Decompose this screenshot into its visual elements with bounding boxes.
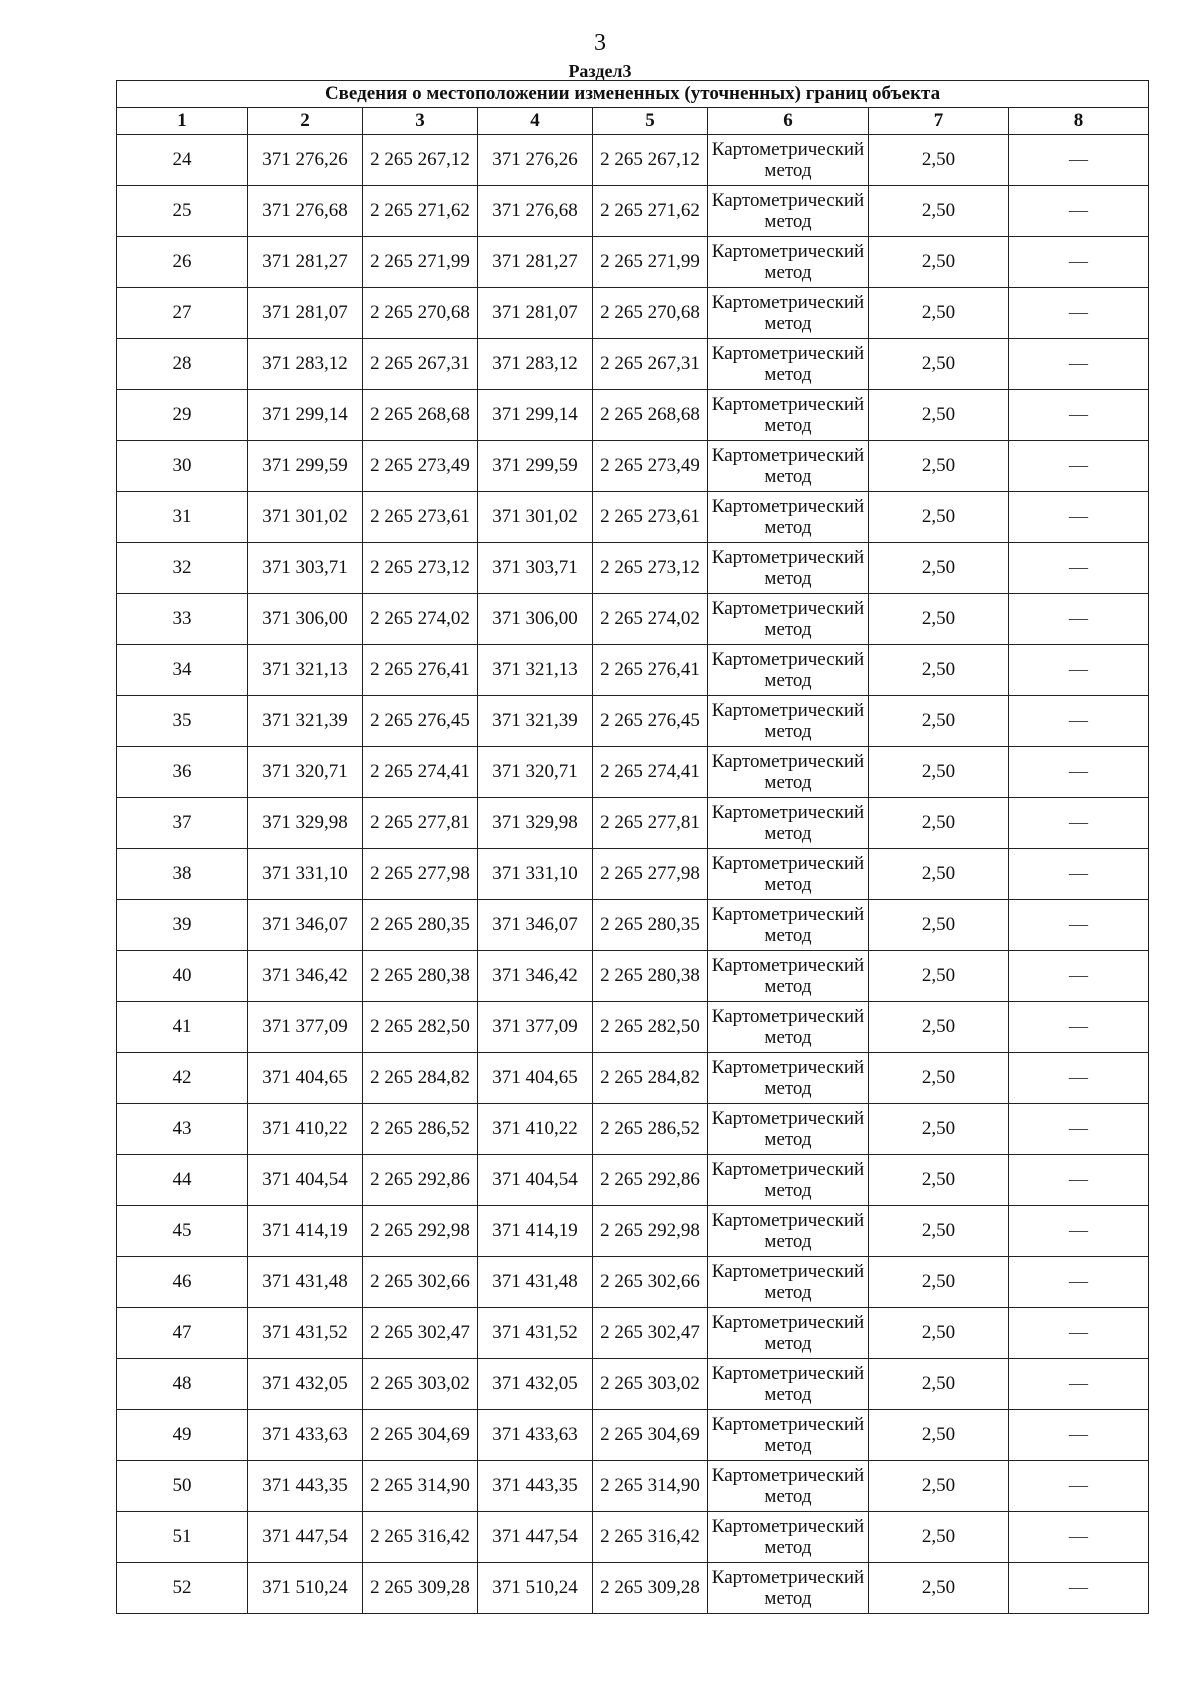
refined-x-cell: 371 276,68 [478, 186, 593, 237]
refined-y-cell: 2 265 268,68 [593, 390, 708, 441]
table-row [117, 441, 1149, 492]
point-number-cell: 51 [117, 1512, 248, 1563]
existing-x-cell: 371 433,63 [248, 1410, 363, 1461]
refined-x-cell: 371 320,71 [478, 747, 593, 798]
table-caption-row [117, 81, 1149, 108]
existing-x-cell: 371 346,42 [248, 951, 363, 1002]
note-cell: — [1009, 798, 1149, 849]
refined-y-cell: 2 265 284,82 [593, 1053, 708, 1104]
method-cell: Картометрический метод [708, 1155, 869, 1206]
existing-y-cell: 2 265 274,02 [363, 594, 478, 645]
column-number: 8 [1009, 108, 1149, 135]
refined-x-cell: 371 276,26 [478, 135, 593, 186]
table-row [117, 645, 1149, 696]
existing-y-cell: 2 265 276,41 [363, 645, 478, 696]
table-row [117, 237, 1149, 288]
table-row [117, 747, 1149, 798]
point-number-cell: 30 [117, 441, 248, 492]
refined-y-cell: 2 265 282,50 [593, 1002, 708, 1053]
table-row [117, 594, 1149, 645]
table-row [117, 849, 1149, 900]
column-number-row [117, 108, 1149, 135]
existing-y-cell: 2 265 273,12 [363, 543, 478, 594]
existing-x-cell: 371 306,00 [248, 594, 363, 645]
method-cell: Картометрический метод [708, 1257, 869, 1308]
note-cell: — [1009, 543, 1149, 594]
table-row [117, 1206, 1149, 1257]
refined-x-cell: 371 404,54 [478, 1155, 593, 1206]
existing-y-cell: 2 265 292,98 [363, 1206, 478, 1257]
refined-y-cell: 2 265 292,86 [593, 1155, 708, 1206]
point-number-cell: 47 [117, 1308, 248, 1359]
method-cell: Картометрический метод [708, 339, 869, 390]
accuracy-cell: 2,50 [869, 1053, 1009, 1104]
refined-x-cell: 371 321,39 [478, 696, 593, 747]
accuracy-cell: 2,50 [869, 1563, 1009, 1614]
point-number-cell: 41 [117, 1002, 248, 1053]
existing-x-cell: 371 299,14 [248, 390, 363, 441]
accuracy-cell: 2,50 [869, 390, 1009, 441]
method-cell: Картометрический метод [708, 1563, 869, 1614]
page-number: 3 [594, 30, 606, 56]
accuracy-cell: 2,50 [869, 951, 1009, 1002]
refined-y-cell: 2 265 302,66 [593, 1257, 708, 1308]
point-number-cell: 46 [117, 1257, 248, 1308]
note-cell: — [1009, 1359, 1149, 1410]
method-cell: Картометрический метод [708, 849, 869, 900]
refined-x-cell: 371 410,22 [478, 1104, 593, 1155]
accuracy-cell: 2,50 [869, 1461, 1009, 1512]
table-row [117, 1563, 1149, 1614]
point-number-cell: 29 [117, 390, 248, 441]
column-number: 6 [708, 108, 869, 135]
refined-x-cell: 371 321,13 [478, 645, 593, 696]
point-number-cell: 26 [117, 237, 248, 288]
column-number: 4 [478, 108, 593, 135]
point-number-cell: 32 [117, 543, 248, 594]
refined-x-cell: 371 303,71 [478, 543, 593, 594]
point-number-cell: 31 [117, 492, 248, 543]
refined-x-cell: 371 510,24 [478, 1563, 593, 1614]
accuracy-cell: 2,50 [869, 288, 1009, 339]
existing-x-cell: 371 276,26 [248, 135, 363, 186]
accuracy-cell: 2,50 [869, 237, 1009, 288]
accuracy-cell: 2,50 [869, 1308, 1009, 1359]
method-cell: Картометрический метод [708, 1359, 869, 1410]
refined-y-cell: 2 265 309,28 [593, 1563, 708, 1614]
method-cell: Картометрический метод [708, 900, 869, 951]
note-cell: — [1009, 1461, 1149, 1512]
note-cell: — [1009, 1308, 1149, 1359]
refined-x-cell: 371 431,52 [478, 1308, 593, 1359]
note-cell: — [1009, 594, 1149, 645]
section-title: Раздел3 [568, 61, 632, 81]
existing-y-cell: 2 265 284,82 [363, 1053, 478, 1104]
method-cell: Картометрический метод [708, 492, 869, 543]
accuracy-cell: 2,50 [869, 594, 1009, 645]
note-cell: — [1009, 696, 1149, 747]
refined-x-cell: 371 443,35 [478, 1461, 593, 1512]
note-cell: — [1009, 747, 1149, 798]
column-number: 5 [593, 108, 708, 135]
refined-y-cell: 2 265 271,99 [593, 237, 708, 288]
accuracy-cell: 2,50 [869, 1410, 1009, 1461]
existing-x-cell: 371 329,98 [248, 798, 363, 849]
existing-y-cell: 2 265 274,41 [363, 747, 478, 798]
accuracy-cell: 2,50 [869, 849, 1009, 900]
table-row [117, 135, 1149, 186]
existing-y-cell: 2 265 270,68 [363, 288, 478, 339]
note-cell: — [1009, 900, 1149, 951]
existing-y-cell: 2 265 302,66 [363, 1257, 478, 1308]
point-number-cell: 48 [117, 1359, 248, 1410]
refined-x-cell: 371 414,19 [478, 1206, 593, 1257]
existing-y-cell: 2 265 276,45 [363, 696, 478, 747]
note-cell: — [1009, 1155, 1149, 1206]
method-cell: Картометрический метод [708, 798, 869, 849]
refined-y-cell: 2 265 286,52 [593, 1104, 708, 1155]
refined-y-cell: 2 265 271,62 [593, 186, 708, 237]
refined-x-cell: 371 306,00 [478, 594, 593, 645]
boundary-coordinates-table [116, 80, 1149, 1614]
accuracy-cell: 2,50 [869, 1257, 1009, 1308]
column-number: 1 [117, 108, 248, 135]
existing-x-cell: 371 299,59 [248, 441, 363, 492]
method-cell: Картометрический метод [708, 645, 869, 696]
method-cell: Картометрический метод [708, 237, 869, 288]
note-cell: — [1009, 1206, 1149, 1257]
method-cell: Картометрический метод [708, 951, 869, 1002]
refined-y-cell: 2 265 302,47 [593, 1308, 708, 1359]
method-cell: Картометрический метод [708, 1461, 869, 1512]
existing-y-cell: 2 265 304,69 [363, 1410, 478, 1461]
table-row [117, 288, 1149, 339]
accuracy-cell: 2,50 [869, 1104, 1009, 1155]
accuracy-cell: 2,50 [869, 1359, 1009, 1410]
note-cell: — [1009, 288, 1149, 339]
accuracy-cell: 2,50 [869, 1206, 1009, 1257]
refined-x-cell: 371 299,14 [478, 390, 593, 441]
existing-y-cell: 2 265 302,47 [363, 1308, 478, 1359]
point-number-cell: 42 [117, 1053, 248, 1104]
table-row [117, 900, 1149, 951]
accuracy-cell: 2,50 [869, 900, 1009, 951]
column-number: 3 [363, 108, 478, 135]
existing-y-cell: 2 265 286,52 [363, 1104, 478, 1155]
existing-x-cell: 371 321,13 [248, 645, 363, 696]
note-cell: — [1009, 1002, 1149, 1053]
accuracy-cell: 2,50 [869, 492, 1009, 543]
existing-y-cell: 2 265 273,61 [363, 492, 478, 543]
accuracy-cell: 2,50 [869, 135, 1009, 186]
refined-y-cell: 2 265 280,38 [593, 951, 708, 1002]
existing-x-cell: 371 281,27 [248, 237, 363, 288]
refined-y-cell: 2 265 316,42 [593, 1512, 708, 1563]
note-cell: — [1009, 849, 1149, 900]
existing-y-cell: 2 265 303,02 [363, 1359, 478, 1410]
existing-x-cell: 371 301,02 [248, 492, 363, 543]
table-row [117, 186, 1149, 237]
existing-x-cell: 371 283,12 [248, 339, 363, 390]
refined-y-cell: 2 265 276,41 [593, 645, 708, 696]
note-cell: — [1009, 135, 1149, 186]
table-row [117, 1512, 1149, 1563]
note-cell: — [1009, 1104, 1149, 1155]
method-cell: Картометрический метод [708, 186, 869, 237]
existing-y-cell: 2 265 277,81 [363, 798, 478, 849]
existing-x-cell: 371 414,19 [248, 1206, 363, 1257]
existing-x-cell: 371 510,24 [248, 1563, 363, 1614]
method-cell: Картометрический метод [708, 1512, 869, 1563]
refined-x-cell: 371 281,27 [478, 237, 593, 288]
table-row [117, 1359, 1149, 1410]
method-cell: Картометрический метод [708, 135, 869, 186]
table-row [117, 696, 1149, 747]
table-row [117, 1053, 1149, 1104]
refined-x-cell: 371 283,12 [478, 339, 593, 390]
refined-y-cell: 2 265 304,69 [593, 1410, 708, 1461]
existing-x-cell: 371 377,09 [248, 1002, 363, 1053]
note-cell: — [1009, 237, 1149, 288]
note-cell: — [1009, 951, 1149, 1002]
note-cell: — [1009, 441, 1149, 492]
refined-x-cell: 371 301,02 [478, 492, 593, 543]
point-number-cell: 43 [117, 1104, 248, 1155]
note-cell: — [1009, 390, 1149, 441]
existing-y-cell: 2 265 316,42 [363, 1512, 478, 1563]
existing-x-cell: 371 331,10 [248, 849, 363, 900]
table-row [117, 798, 1149, 849]
table-row [117, 1308, 1149, 1359]
point-number-cell: 34 [117, 645, 248, 696]
existing-y-cell: 2 265 273,49 [363, 441, 478, 492]
table-row [117, 543, 1149, 594]
note-cell: — [1009, 1512, 1149, 1563]
point-number-cell: 28 [117, 339, 248, 390]
existing-x-cell: 371 443,35 [248, 1461, 363, 1512]
point-number-cell: 35 [117, 696, 248, 747]
method-cell: Картометрический метод [708, 1104, 869, 1155]
point-number-cell: 52 [117, 1563, 248, 1614]
existing-y-cell: 2 265 282,50 [363, 1002, 478, 1053]
existing-y-cell: 2 265 314,90 [363, 1461, 478, 1512]
table-caption: Сведения о местоположении измененных (уточненных) границ объекта [117, 81, 1149, 108]
refined-y-cell: 2 265 277,98 [593, 849, 708, 900]
note-cell: — [1009, 1410, 1149, 1461]
method-cell: Картометрический метод [708, 1410, 869, 1461]
method-cell: Картометрический метод [708, 594, 869, 645]
point-number-cell: 40 [117, 951, 248, 1002]
existing-x-cell: 371 281,07 [248, 288, 363, 339]
existing-x-cell: 371 431,52 [248, 1308, 363, 1359]
point-number-cell: 50 [117, 1461, 248, 1512]
existing-y-cell: 2 265 277,98 [363, 849, 478, 900]
table-row [117, 339, 1149, 390]
refined-y-cell: 2 265 267,31 [593, 339, 708, 390]
existing-x-cell: 371 431,48 [248, 1257, 363, 1308]
method-cell: Картометрический метод [708, 1308, 869, 1359]
refined-y-cell: 2 265 273,49 [593, 441, 708, 492]
point-number-cell: 36 [117, 747, 248, 798]
existing-y-cell: 2 265 280,38 [363, 951, 478, 1002]
note-cell: — [1009, 339, 1149, 390]
table-row [117, 1257, 1149, 1308]
existing-x-cell: 371 404,54 [248, 1155, 363, 1206]
refined-x-cell: 371 404,65 [478, 1053, 593, 1104]
refined-x-cell: 371 431,48 [478, 1257, 593, 1308]
method-cell: Картометрический метод [708, 543, 869, 594]
existing-x-cell: 371 303,71 [248, 543, 363, 594]
accuracy-cell: 2,50 [869, 339, 1009, 390]
existing-x-cell: 371 320,71 [248, 747, 363, 798]
refined-y-cell: 2 265 274,41 [593, 747, 708, 798]
note-cell: — [1009, 645, 1149, 696]
existing-x-cell: 371 276,68 [248, 186, 363, 237]
method-cell: Картометрический метод [708, 1206, 869, 1257]
accuracy-cell: 2,50 [869, 441, 1009, 492]
existing-y-cell: 2 265 309,28 [363, 1563, 478, 1614]
refined-x-cell: 371 329,98 [478, 798, 593, 849]
accuracy-cell: 2,50 [869, 747, 1009, 798]
table-row [117, 492, 1149, 543]
accuracy-cell: 2,50 [869, 798, 1009, 849]
refined-x-cell: 371 377,09 [478, 1002, 593, 1053]
point-number-cell: 33 [117, 594, 248, 645]
accuracy-cell: 2,50 [869, 543, 1009, 594]
table-row [117, 1104, 1149, 1155]
table-row [117, 1002, 1149, 1053]
note-cell: — [1009, 186, 1149, 237]
accuracy-cell: 2,50 [869, 1002, 1009, 1053]
refined-y-cell: 2 265 292,98 [593, 1206, 708, 1257]
refined-x-cell: 371 331,10 [478, 849, 593, 900]
existing-x-cell: 371 321,39 [248, 696, 363, 747]
point-number-cell: 39 [117, 900, 248, 951]
column-number: 2 [248, 108, 363, 135]
existing-x-cell: 371 447,54 [248, 1512, 363, 1563]
refined-y-cell: 2 265 273,61 [593, 492, 708, 543]
refined-x-cell: 371 346,07 [478, 900, 593, 951]
existing-y-cell: 2 265 268,68 [363, 390, 478, 441]
refined-y-cell: 2 265 267,12 [593, 135, 708, 186]
note-cell: — [1009, 1563, 1149, 1614]
existing-y-cell: 2 265 267,12 [363, 135, 478, 186]
accuracy-cell: 2,50 [869, 1155, 1009, 1206]
point-number-cell: 24 [117, 135, 248, 186]
note-cell: — [1009, 1257, 1149, 1308]
table-row [117, 1461, 1149, 1512]
refined-x-cell: 371 346,42 [478, 951, 593, 1002]
accuracy-cell: 2,50 [869, 186, 1009, 237]
point-number-cell: 25 [117, 186, 248, 237]
refined-x-cell: 371 433,63 [478, 1410, 593, 1461]
method-cell: Картометрический метод [708, 1053, 869, 1104]
note-cell: — [1009, 1053, 1149, 1104]
table-body [117, 135, 1149, 1614]
refined-y-cell: 2 265 274,02 [593, 594, 708, 645]
table-row [117, 1410, 1149, 1461]
existing-y-cell: 2 265 271,99 [363, 237, 478, 288]
existing-y-cell: 2 265 267,31 [363, 339, 478, 390]
table-row [117, 1155, 1149, 1206]
point-number-cell: 49 [117, 1410, 248, 1461]
refined-y-cell: 2 265 270,68 [593, 288, 708, 339]
note-cell: — [1009, 492, 1149, 543]
refined-x-cell: 371 447,54 [478, 1512, 593, 1563]
existing-y-cell: 2 265 280,35 [363, 900, 478, 951]
accuracy-cell: 2,50 [869, 696, 1009, 747]
existing-x-cell: 371 346,07 [248, 900, 363, 951]
refined-x-cell: 371 281,07 [478, 288, 593, 339]
method-cell: Картометрический метод [708, 288, 869, 339]
refined-x-cell: 371 299,59 [478, 441, 593, 492]
existing-x-cell: 371 432,05 [248, 1359, 363, 1410]
point-number-cell: 37 [117, 798, 248, 849]
table-row [117, 951, 1149, 1002]
method-cell: Картометрический метод [708, 696, 869, 747]
refined-y-cell: 2 265 303,02 [593, 1359, 708, 1410]
refined-y-cell: 2 265 314,90 [593, 1461, 708, 1512]
point-number-cell: 27 [117, 288, 248, 339]
method-cell: Картометрический метод [708, 1002, 869, 1053]
table-row [117, 390, 1149, 441]
accuracy-cell: 2,50 [869, 645, 1009, 696]
point-number-cell: 45 [117, 1206, 248, 1257]
method-cell: Картометрический метод [708, 390, 869, 441]
existing-x-cell: 371 410,22 [248, 1104, 363, 1155]
existing-y-cell: 2 265 271,62 [363, 186, 478, 237]
column-number: 7 [869, 108, 1009, 135]
accuracy-cell: 2,50 [869, 1512, 1009, 1563]
refined-y-cell: 2 265 273,12 [593, 543, 708, 594]
method-cell: Картометрический метод [708, 441, 869, 492]
refined-y-cell: 2 265 277,81 [593, 798, 708, 849]
existing-y-cell: 2 265 292,86 [363, 1155, 478, 1206]
point-number-cell: 44 [117, 1155, 248, 1206]
existing-x-cell: 371 404,65 [248, 1053, 363, 1104]
refined-y-cell: 2 265 276,45 [593, 696, 708, 747]
point-number-cell: 38 [117, 849, 248, 900]
method-cell: Картометрический метод [708, 747, 869, 798]
refined-x-cell: 371 432,05 [478, 1359, 593, 1410]
refined-y-cell: 2 265 280,35 [593, 900, 708, 951]
